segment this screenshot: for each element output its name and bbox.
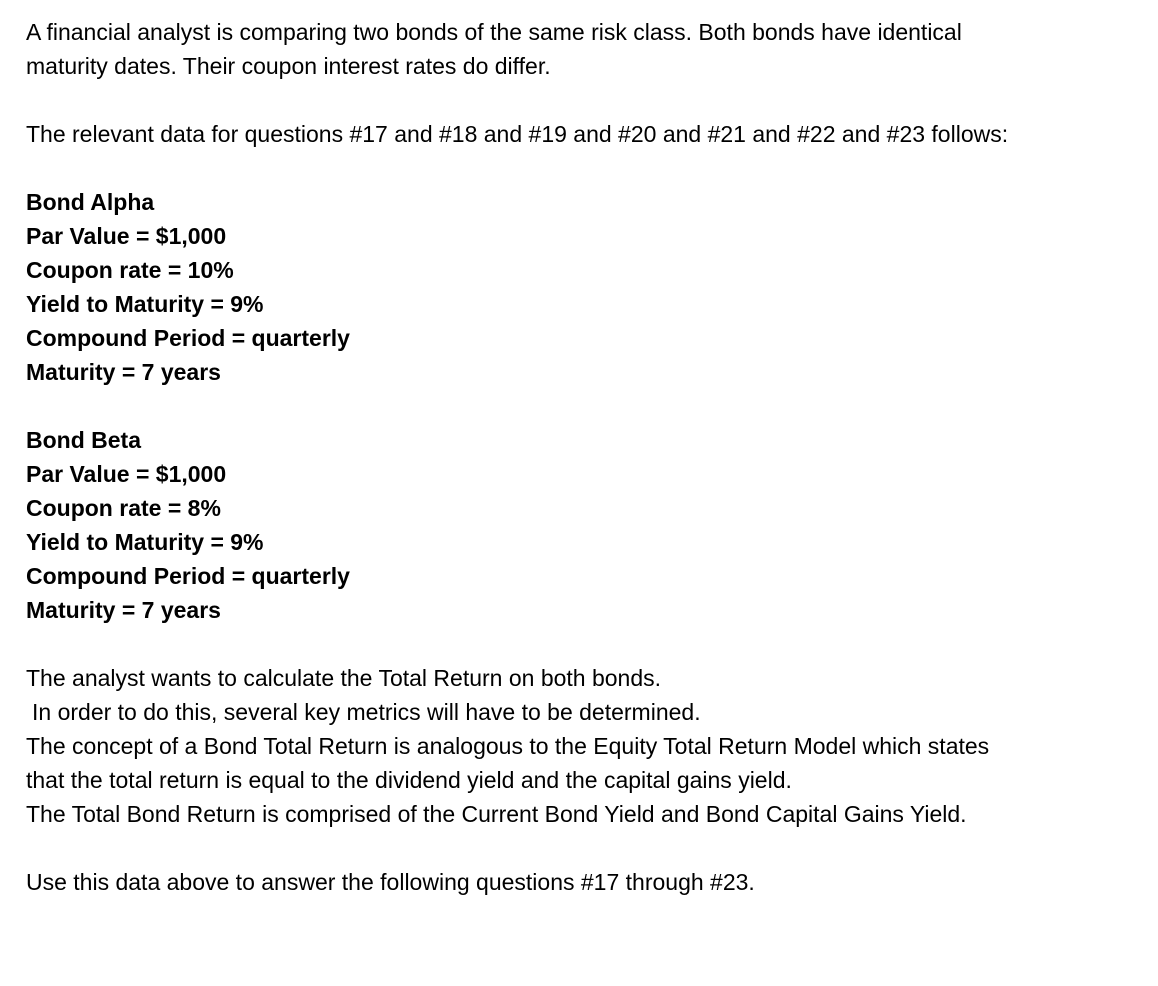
bond-alpha-ytm: Yield to Maturity = 9%	[26, 291, 264, 317]
bond-alpha-title: Bond Alpha	[26, 189, 155, 215]
bond-beta-compound-period: Compound Period = quarterly	[26, 563, 350, 589]
bond-beta-ytm: Yield to Maturity = 9%	[26, 529, 264, 555]
bond-beta-title: Bond Beta	[26, 427, 141, 453]
explanation-line-3: The concept of a Bond Total Return is analogous to the Equity Total Return Model which states	[26, 733, 990, 759]
document-page	[26, 15, 1146, 899]
relevant-data-line	[26, 117, 1146, 151]
closing-line	[26, 865, 1146, 899]
explanation-line-2: In order to do this, several key metrics will have to be determined.	[32, 699, 701, 725]
spacer	[26, 83, 1146, 117]
bond-beta-maturity: Maturity = 7 years	[26, 597, 221, 623]
bond-alpha-block	[26, 185, 1146, 389]
bond-beta-block	[26, 423, 1146, 627]
closing-text: Use this data above to answer the following questions #17 through #23.	[26, 869, 755, 895]
spacer	[26, 151, 1146, 185]
intro-line-2: maturity dates. Their coupon interest rates do differ.	[26, 53, 551, 79]
spacer	[26, 627, 1146, 661]
bond-beta-coupon-rate: Coupon rate = 8%	[26, 495, 221, 521]
bond-beta-par-value: Par Value = $1,000	[26, 461, 227, 487]
bond-alpha-par-value: Par Value = $1,000	[26, 223, 227, 249]
intro-paragraph	[26, 15, 1146, 83]
relevant-data-text: The relevant data for questions #17 and #18 and #19 and #20 and #21 and #22 and #23 follows:	[26, 121, 1009, 147]
bond-alpha-coupon-rate: Coupon rate = 10%	[26, 257, 234, 283]
explanation-line-1: The analyst wants to calculate the Total Return on both bonds.	[26, 665, 662, 691]
spacer	[26, 831, 1146, 865]
explanation-paragraph	[26, 661, 1146, 831]
spacer	[26, 389, 1146, 423]
bond-alpha-compound-period: Compound Period = quarterly	[26, 325, 350, 351]
bond-alpha-maturity: Maturity = 7 years	[26, 359, 221, 385]
explanation-line-5: The Total Bond Return is comprised of the Current Bond Yield and Bond Capital Gains Yield.	[26, 801, 967, 827]
intro-line-1: A financial analyst is comparing two bonds of the same risk class. Both bonds have identical	[26, 19, 962, 45]
explanation-line-4: that the total return is equal to the dividend yield and the capital gains yield.	[26, 767, 792, 793]
